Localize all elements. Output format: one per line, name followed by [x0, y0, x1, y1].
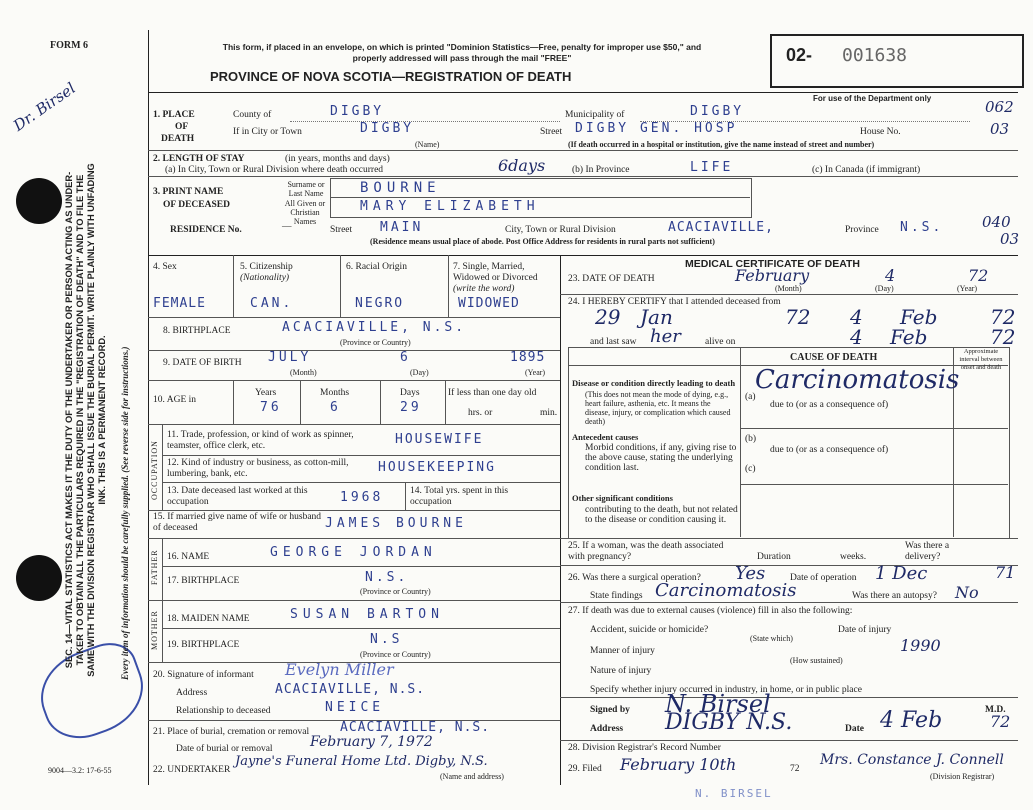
death-year-hint: (Year)	[957, 284, 978, 293]
findings-label: State findings	[590, 591, 643, 601]
age-days: 29	[400, 400, 422, 415]
how-sustained-hint: (How sustained)	[790, 656, 843, 665]
municipality-value: DIGBY	[690, 104, 745, 119]
less-than-day-label: If less than one day old	[448, 388, 537, 398]
registration-prefix: 02-	[786, 45, 813, 65]
form-code: 9004—3.2: 17-6-55	[48, 766, 112, 775]
code-3: 040	[982, 213, 1011, 231]
cause-b-marker: (b)	[745, 434, 757, 444]
undertaker-label: 22. UNDERTAKER	[153, 765, 231, 775]
residence-street: MAIN	[380, 220, 424, 235]
registrar-hint: (Division Registrar)	[930, 772, 995, 781]
mail-notice: This form, if placed in an envelope, on which is printed "Dominion Statistics—Free, penalty for improper use $50," and properly addressed will pass through the mail "FREE"	[222, 42, 702, 63]
manner-value: 1990	[900, 636, 941, 655]
informant-address: ACACIAVILLE, N.S.	[275, 682, 426, 697]
occ-15-label: 15. If married give name of wife or husband of deceased	[153, 512, 322, 533]
mother-name-label: 18. MAIDEN NAME	[167, 614, 250, 624]
occ-13-label: 13. Date deceased last worked at this occupation	[167, 486, 308, 507]
county-label: County of	[233, 110, 272, 120]
days-label: Days	[400, 388, 420, 398]
alive-month: Feb	[890, 325, 928, 349]
stay-b-value: LIFE	[690, 160, 734, 175]
occ-11-value: HOUSEWIFE	[395, 432, 484, 447]
antecedent-note: Morbid conditions, if any, giving rise to the above cause, stating the underlying condition last.	[585, 443, 737, 473]
death-year: 72	[968, 266, 989, 285]
city-label: If in City or Town	[233, 127, 302, 137]
surname-value: BOURNE	[360, 180, 441, 196]
occ-15-value: JAMES BOURNE	[325, 516, 467, 531]
punch-hole-top	[16, 178, 62, 224]
filed-label: 29. Filed	[568, 764, 602, 774]
filed-year: 72	[790, 764, 800, 774]
burial-place-label: 21. Place of burial, cremation or removal	[153, 727, 310, 737]
burial-date: February 7, 1972	[310, 734, 433, 750]
citizenship-label: 5. Citizenship (Nationality)	[240, 262, 293, 283]
dob-year: 1895	[510, 350, 546, 365]
antecedent-label: Antecedent causes	[572, 432, 639, 442]
dept-use-label: For use of the Department only	[813, 94, 932, 103]
op-year: 71	[995, 563, 1016, 582]
occ-12-label: 12. Kind of industry or business, as cotton-mill, lumbering, bank, etc.	[167, 458, 349, 479]
direct-cause-note: (This does not mean the mode of dying, e.g., heart failure, asthenia, etc. It means the disease, injury, or complication which caused death)	[585, 390, 731, 426]
op-date-label: Date of operation	[790, 573, 857, 583]
residence-division: ACACIAVILLE,	[668, 220, 774, 235]
place-label: 1. PLACE OF DEATH	[153, 110, 195, 144]
autopsy-value: No	[955, 583, 979, 602]
registrar-signature: Mrs. Constance J. Connell	[820, 752, 1004, 768]
mother-name: SUSAN BARTON	[290, 607, 444, 622]
injury-date-label: Date of injury	[838, 625, 892, 635]
father-name: GEORGE JORDAN	[270, 545, 437, 560]
occ-12-value: HOUSEKEEPING	[378, 460, 496, 475]
informant-rel-label: Relationship to deceased	[176, 706, 271, 716]
attend-from-day: 29	[595, 305, 621, 329]
given-hint: All Given or Christian Names	[284, 199, 326, 226]
given-value: MARY ELIZABETH	[360, 199, 540, 214]
racial-label: 6. Racial Origin	[346, 262, 407, 272]
cause-a-value: Carcinomatosis	[755, 365, 960, 395]
attend-from-month: Jan	[640, 305, 673, 329]
father-side-label: FATHER	[150, 549, 159, 585]
external-causes-label: 27. If death was due to external causes (violence) fill in also the following:	[568, 606, 853, 616]
attend-to-year: 72	[990, 305, 1016, 329]
cause-c-marker: (c)	[745, 464, 756, 474]
age-months: 6	[330, 400, 341, 415]
birthplace-value: ACACIAVILLE, N.S.	[282, 320, 467, 335]
stay-b-label: (b) In Province	[572, 165, 630, 175]
registration-number: 001638	[842, 45, 908, 66]
house-label: House No.	[860, 127, 901, 137]
marital-value: WIDOWED	[458, 296, 520, 311]
stay-a-label: (a) In City, Town or Rural Division where death occurred	[165, 165, 384, 175]
specify-label: Specify whether injury occurred in industry, in home, or in public place	[590, 685, 862, 695]
mother-bp-label: 19. BIRTHPLACE	[167, 640, 240, 650]
physician-address: DIGBY N.S.	[665, 710, 793, 735]
death-month-hint: (Month)	[775, 284, 802, 293]
state-which-hint: (State which)	[750, 634, 793, 643]
form-title: PROVINCE OF NOVA SCOTIA—REGISTRATION OF DEATH	[210, 69, 572, 84]
residence-province-label: Province	[845, 225, 879, 235]
informant-sig-label: 20. Signature of informant	[153, 670, 254, 680]
stay-c-label: (c) In Canada (if immigrant)	[812, 165, 921, 175]
code-4: 03	[1000, 230, 1020, 248]
autopsy-label: Was there an autopsy?	[852, 591, 937, 601]
residence-note: (Residence means usual place of abode. Post Office Address for residents in rural parts not sufficient)	[370, 237, 715, 246]
code-1: 062	[985, 98, 1014, 116]
cause-a-marker: (a)	[745, 392, 756, 402]
operation-value: Yes	[735, 563, 766, 584]
months-label: Months	[320, 388, 350, 398]
attend-to-month: Feb	[900, 305, 938, 329]
interval-label: Approximate interval between onset and death	[959, 348, 1003, 371]
residence-division-label: City, Town or Rural Division	[505, 225, 616, 235]
dob-month: JULY	[268, 350, 312, 365]
institution-note: (If death occurred in a hospital or institution, give the name instead of street and number)	[568, 140, 875, 149]
burial-place: ACACIAVILLE, N.S.	[340, 720, 491, 735]
signed-by-label: Signed by	[590, 705, 630, 715]
pregnancy-label: 25. If a woman, was the death associated with pregnancy?	[568, 541, 724, 562]
other-conditions-label: Other significant conditions	[572, 493, 673, 503]
cause-title: CAUSE OF DEATH	[790, 352, 878, 363]
death-month: February	[735, 266, 810, 285]
min-label: min.	[540, 408, 558, 418]
filed-value: February 10th	[620, 755, 737, 774]
bottom-name-stamp: N. BIRSEL	[695, 787, 773, 800]
punch-hole-bottom	[16, 555, 62, 601]
municipality-label: Municipality of	[565, 110, 625, 120]
sex-label: 4. Sex	[153, 262, 177, 272]
direct-cause-label: Disease or condition directly leading to death	[572, 378, 736, 388]
weeks-label: weeks.	[840, 552, 867, 562]
every-item-note: Every item of information should be carefully supplied. (See reverse side for instructions.)	[120, 346, 130, 680]
undertaker-hint: (Name and address)	[440, 772, 504, 781]
registrar-record-label: 28. Division Registrar's Record Number	[568, 743, 721, 753]
dob-year-hint: (Year)	[525, 368, 546, 377]
stay-a-value: 6days	[498, 156, 546, 175]
duration-label: Duration	[757, 552, 791, 562]
occ-11-label: 11. Trade, profession, or kind of work as spinner, teamster, office clerk, etc.	[167, 430, 354, 451]
occupation-side-label: OCCUPATION	[150, 440, 159, 500]
death-day-hint: (Day)	[875, 284, 894, 293]
sex-value: FEMALE	[153, 296, 206, 311]
delivery-label: Was there a delivery?	[905, 541, 950, 562]
residence-no: —	[282, 222, 292, 232]
dob-month-hint: (Month)	[290, 368, 317, 377]
medical-title: MEDICAL CERTIFICATE OF DEATH	[685, 258, 860, 270]
father-name-label: 16. NAME	[167, 552, 210, 562]
birthplace-label: 8. BIRTHPLACE	[163, 326, 231, 336]
undertaker-value: Jayne's Funeral Home Ltd. Digby, N.S.	[235, 754, 488, 769]
marital-label: 7. Single, Married, Widowed or Divorced (write the word)	[453, 262, 538, 294]
informant-addr-label: Address	[176, 688, 208, 698]
occ-14-label: 14. Total yrs. spent in this occupation	[410, 486, 509, 507]
operation-label: 26. Was there a surgical operation?	[568, 573, 701, 583]
findings-value: Carcinomatosis	[655, 580, 797, 601]
dob-day-hint: (Day)	[410, 368, 429, 377]
surname-hint: Surname or Last Name	[287, 180, 325, 198]
occ-13-value: 1968	[340, 490, 384, 505]
physician-date-year: 72	[990, 712, 1011, 731]
mother-bp-hint: (Province or Country)	[360, 650, 431, 659]
physician-date: 4 Feb	[880, 708, 943, 733]
informant-relationship: NEICE	[325, 700, 385, 715]
nature-label: Nature of injury	[590, 666, 652, 676]
citizenship-value: CAN.	[250, 296, 294, 311]
last-saw-value: her	[650, 326, 681, 347]
age-years: 76	[260, 400, 282, 415]
hrs-label: hrs. or	[468, 408, 493, 418]
accident-label: Accident, suicide or homicide?	[590, 625, 709, 635]
dob-day: 6	[400, 350, 411, 365]
street-value: DIGBY GEN. HOSP	[575, 121, 738, 136]
due-to-a: due to (or as a consequence of)	[770, 400, 889, 410]
sec14-notice: SEC. 14—VITAL STATISTICS ACT MAKES IT THE DUTY OF THE UNDERTAKER OR PERSON ACTING AS UNDER-TAKER TO OBTAIN ALL THE PARTICULARS REQUIRED IN THE "REGISTRATION OF DEATH" AND TO FILE THE SAME WITH THE DIVISION REGISTRAR WHO SHALL ISSUE THE BURIAL PERMIT. WRITE PLAINLY WITH UNFADING INK. THIS IS A PERMANENT RECORD.	[64, 163, 107, 677]
father-bp-label: 17. BIRTHPLACE	[167, 576, 240, 586]
signed-by-value: N. Birsel	[665, 690, 771, 718]
residence-province: N.S.	[900, 220, 944, 235]
margin-note: Dr. Birsel	[10, 79, 79, 135]
md-label: M.D.	[985, 705, 1006, 715]
city-value: DIGBY	[360, 121, 415, 136]
father-bp-hint: (Province or Country)	[360, 587, 431, 596]
physician-date-label: Date	[845, 724, 864, 734]
father-bp: N.S.	[365, 570, 409, 585]
dob-label: 9. DATE OF BIRTH	[163, 358, 242, 368]
physician-address-label: Address	[590, 724, 624, 734]
stay-hint: (in years, months and days)	[285, 154, 390, 164]
mother-bp: N.S	[370, 632, 403, 647]
name-label: 3. PRINT NAME OF DECEASED	[153, 187, 230, 210]
racial-value: NEGRO	[355, 296, 405, 311]
street-label: Street	[540, 127, 563, 137]
code-2: 03	[990, 120, 1010, 138]
burial-date-label: Date of burial or removal	[176, 744, 273, 754]
death-date-label: 23. DATE OF DEATH	[568, 274, 655, 284]
other-conditions-note: contributing to the death, but not related to the disease or condition causing it.	[585, 505, 738, 525]
alive-year: 72	[990, 325, 1016, 349]
last-saw-label: and last saw	[590, 337, 637, 347]
county-value: DIGBY	[330, 104, 385, 119]
death-day: 4	[885, 266, 896, 285]
birthplace-hint: (Province or Country)	[340, 338, 411, 347]
certify-label: 24. I HEREBY CERTIFY that I attended deceased from	[568, 297, 781, 307]
age-label: 10. AGE in	[153, 395, 197, 405]
manner-label: Manner of injury	[590, 646, 655, 656]
residence-label: RESIDENCE No.	[170, 225, 242, 235]
alive-on-label: alive on	[705, 337, 736, 347]
alive-day: 4	[850, 325, 863, 349]
attend-from-year: 72	[785, 305, 811, 329]
attend-to-day: 4	[850, 305, 863, 329]
due-to-b: due to (or as a consequence of)	[770, 445, 889, 455]
years-label: Years	[255, 388, 277, 398]
city-name-hint: (Name)	[415, 140, 440, 149]
op-date: 1 Dec	[875, 563, 928, 584]
form-number: FORM 6	[50, 40, 89, 51]
stay-label: 2. LENGTH OF STAY	[153, 154, 245, 164]
informant-signature: Evelyn Miller	[285, 660, 394, 679]
residence-street-label: Street	[330, 225, 353, 235]
registration-number-box	[770, 34, 1024, 88]
mother-side-label: MOTHER	[150, 610, 159, 650]
